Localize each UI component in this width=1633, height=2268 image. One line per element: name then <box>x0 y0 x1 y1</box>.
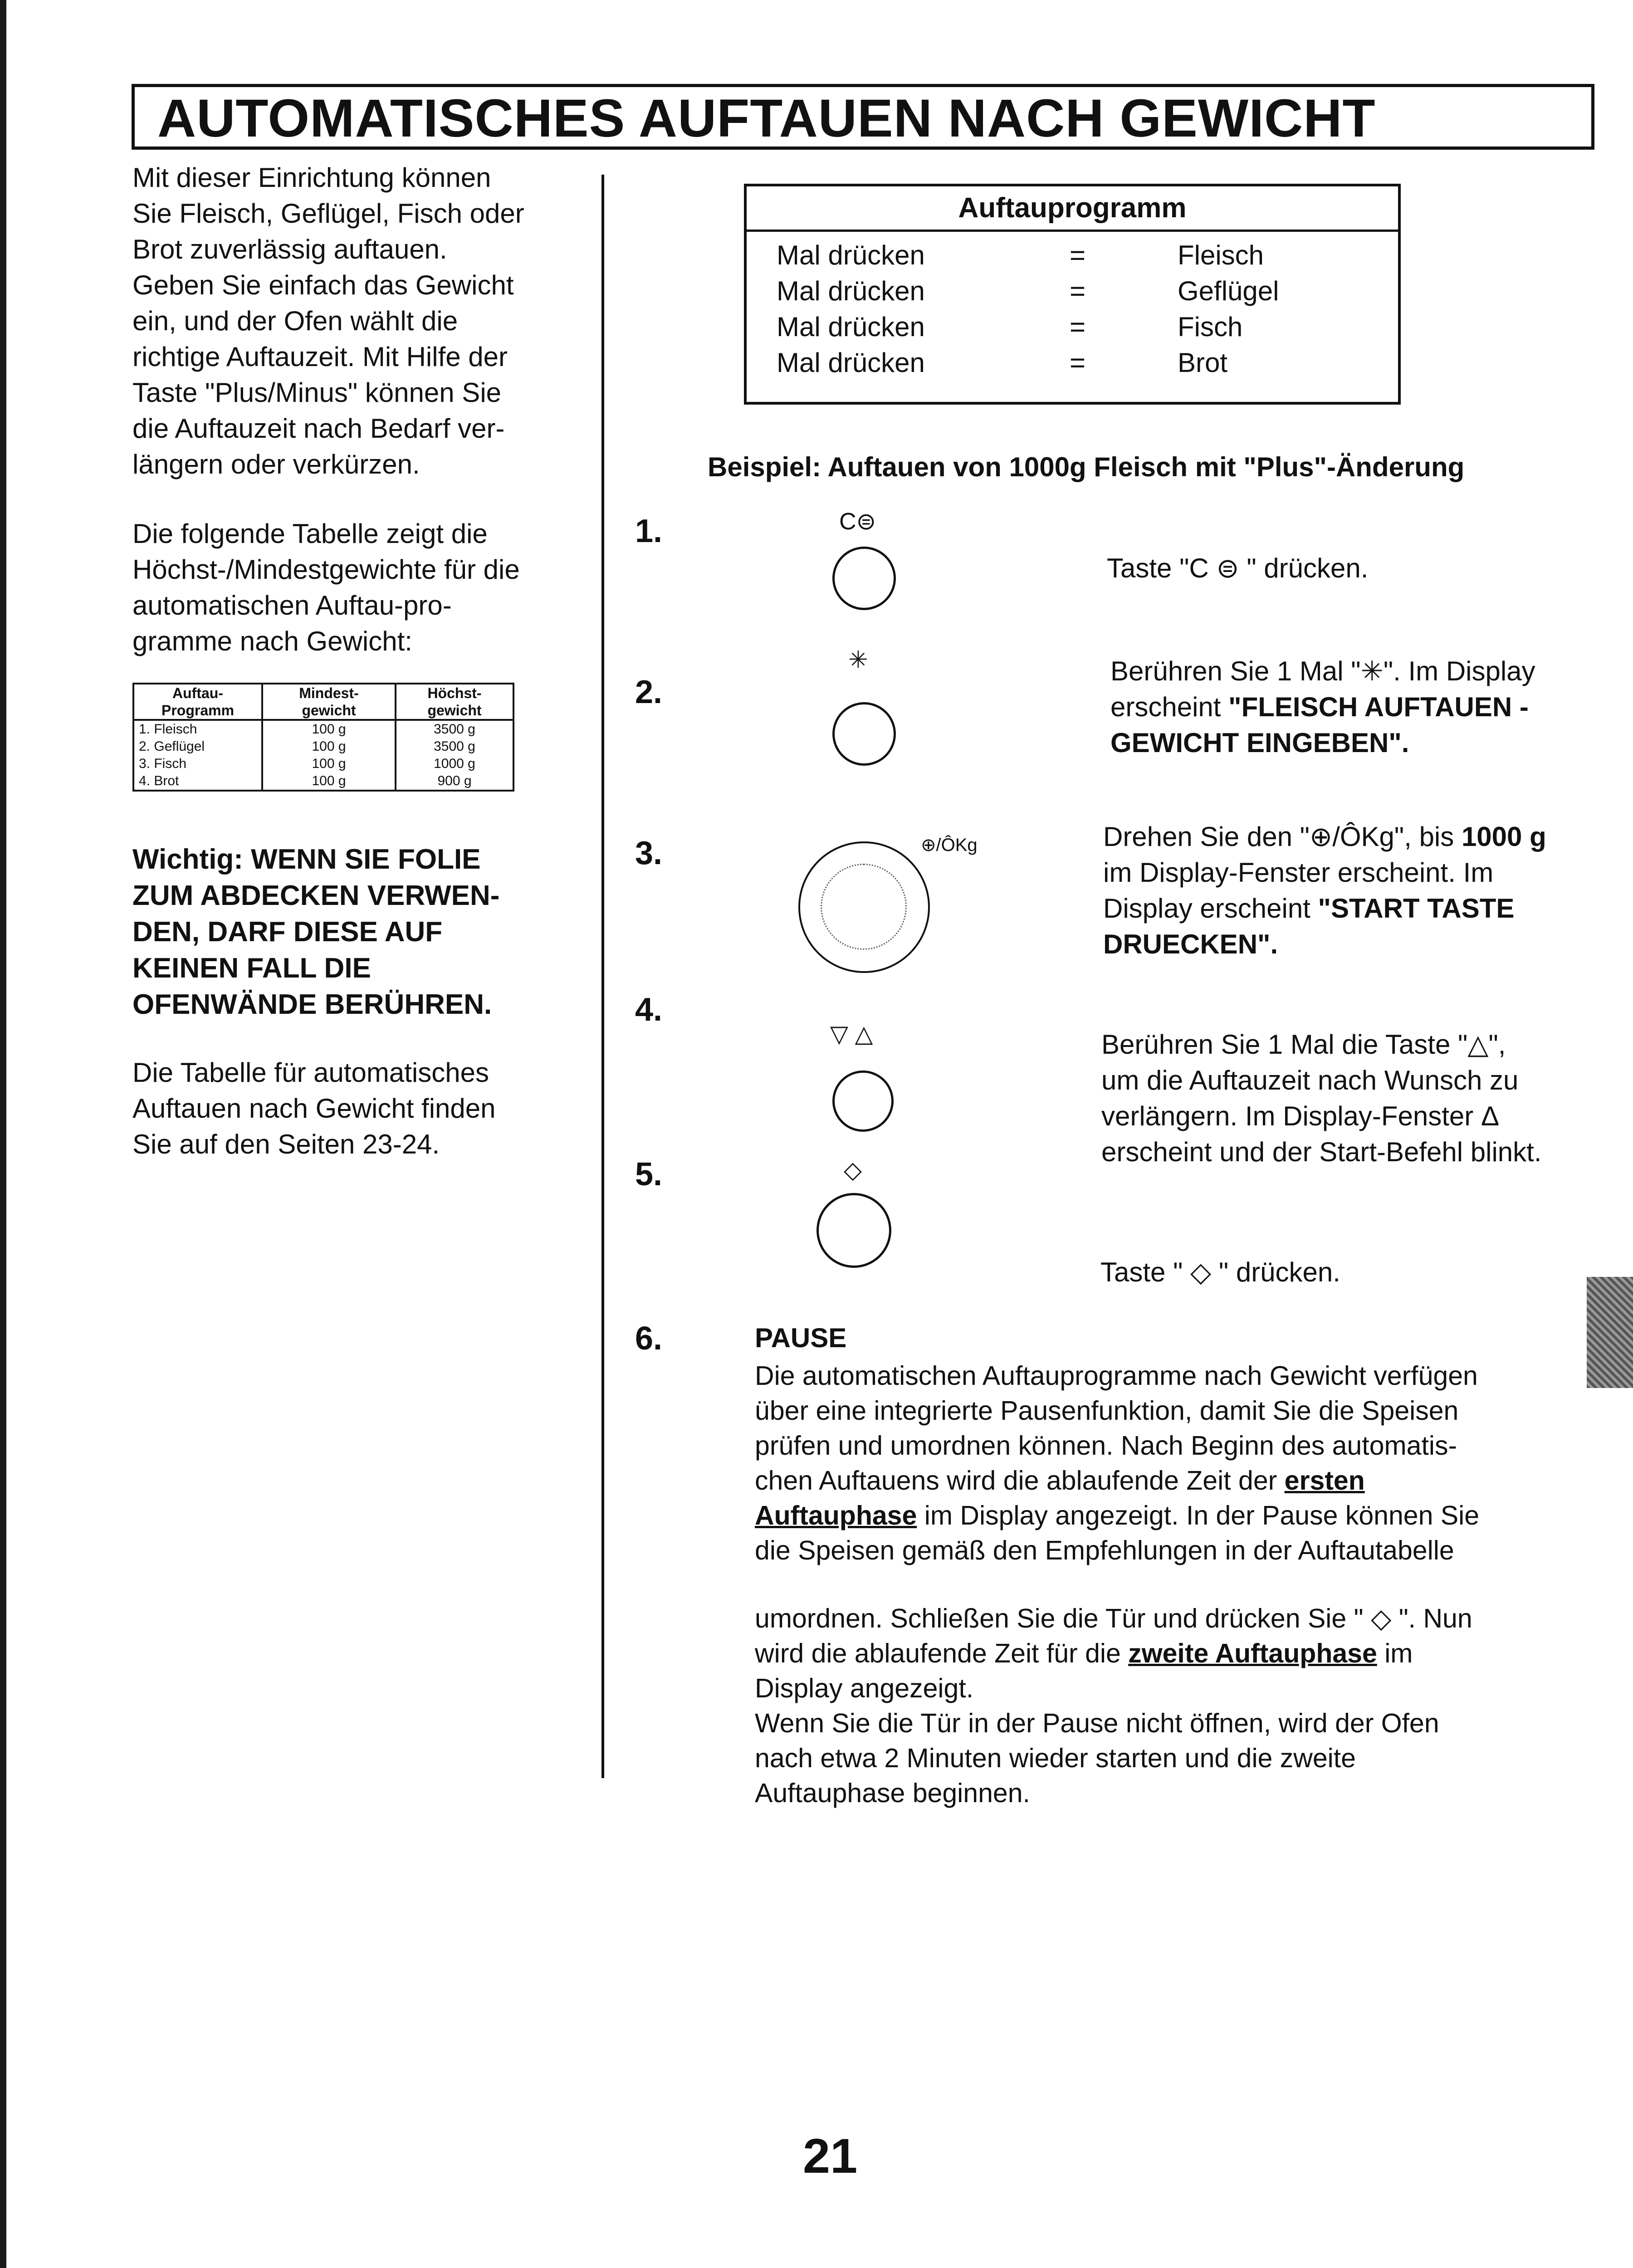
intro-paragraph: Mit dieser Einrichtung können Sie Fleisch, Geflügel, Fisch oder Brot zuverlässig auftauen. Geben Sie einfach das Gewicht ein, und der Ofen wählt die richtige Auftauzeit. Mit Hilfe der Taste "Plus/Minus" können Sie die Auftauzeit nach Bedarf ver- längern oder verkürzen. <box>132 162 524 479</box>
program-row-equals: = <box>1070 276 1086 306</box>
step-2-text: Berühren Sie 1 Mal "✳". Im Display erscheint "FLEISCH AUFTAUEN - GEWICHT EINGEBEN". <box>1110 656 1535 758</box>
step-number: 5. <box>635 1156 663 1193</box>
defrost-program-heading: Auftauprogramm <box>747 186 1398 232</box>
step-1-text: Taste "C ⊜ " drücken. <box>1107 553 1369 583</box>
start-button[interactable] <box>816 1193 891 1268</box>
table-cell: 900 g <box>396 772 513 791</box>
table-cell: 100 g <box>262 738 396 755</box>
pause-paragraph-2: umordnen. Schließen Sie die Tür und drücken Sie " ◇ ". Nun wird die ablaufende Zeit für die zweite Auftauphase im Display angezeigt. Wenn Sie die Tür in der Pause nicht öffnen, wird der Ofen nach etwa 2 Minuten wieder starten und die zweite Auftauphase beginnen. <box>755 1603 1472 1808</box>
table-reference-paragraph: Die Tabelle für automatisches Auftauen nach Gewicht finden Sie auf den Seiten 23-24. <box>132 1057 496 1159</box>
minus-plus-symbols: ▽ △ <box>830 1021 873 1047</box>
pause-paragraph-1: Die automatischen Auftauprogramme nach Gewicht verfügen über eine integrierte Pausenfunktion, damit Sie die Speisen prüfen und umordnen können. Nach Beginn des automatis- chen Auftauens wird die ablaufende Zeit der ersten Auftauphase im Display angezeigt. In der Pause können Sie die Speisen gemäß den Empfehlungen in der Auftautabelle <box>755 1361 1480 1565</box>
step-number: 1. <box>635 513 663 549</box>
step-4-text: Berühren Sie 1 Mal die Taste "△", um die Auftauzeit nach Wunsch zu verlängern. Im Display-Fenster Δ erscheint und der Start-Befehl blinkt. <box>1101 1029 1542 1167</box>
program-row-action: Mal drücken <box>777 312 925 342</box>
table-row <box>133 720 513 738</box>
stop-clear-symbol: C⊜ <box>839 508 876 535</box>
weight-dial-inner <box>821 864 907 950</box>
weight-table-header-max: Höchst- gewicht <box>396 684 513 720</box>
program-row-equals: = <box>1070 312 1086 342</box>
program-row-equals: = <box>1070 240 1086 270</box>
stop-clear-button[interactable] <box>832 547 896 610</box>
table-cell: 3500 g <box>396 720 513 738</box>
start-symbol: ◇ <box>844 1157 862 1183</box>
weight-table-header-min: Mindest- gewicht <box>262 684 396 720</box>
defrost-icon: ✳ <box>848 647 868 673</box>
title-box <box>132 84 1594 150</box>
step-3-text: Drehen Sie den "⊕/ÔKg", bis 1000 g im Display-Fenster erscheint. Im Display erscheint "START TASTE DRUECKEN". <box>1103 821 1546 959</box>
warning-text: Wichtig: WENN SIE FOLIE ZUM ABDECKEN VERWEN- DEN, DARF DIESE AUF KEINEN FALL DIE OFENWÄNDE BERÜHREN. <box>132 844 500 1020</box>
column-divider <box>601 175 604 1778</box>
table-row <box>133 755 513 772</box>
weight-table-header-program: Auftau- Programm <box>133 684 262 720</box>
step-number: 6. <box>635 1320 663 1357</box>
weight-table <box>132 683 514 792</box>
table-cell: 100 g <box>262 755 396 772</box>
step-number: 4. <box>635 992 663 1028</box>
step-number: 3. <box>635 835 663 871</box>
plus-button[interactable] <box>832 1070 894 1132</box>
program-row-value: Geflügel <box>1178 276 1279 306</box>
page-number: 21 <box>803 2128 858 2183</box>
program-row-action: Mal drücken <box>777 276 925 306</box>
defrost-program-box <box>744 184 1401 405</box>
table-cell: 100 g <box>262 772 396 791</box>
page-title: AUTOMATISCHES AUFTAUEN NACH GEWICHT <box>157 88 1376 148</box>
table-cell: 100 g <box>262 720 396 738</box>
program-row-value: Brot <box>1178 347 1228 378</box>
defrost-icon: ✳ <box>1360 656 1384 686</box>
step-5-text: Taste " ◇ " drücken. <box>1100 1257 1340 1287</box>
table-row <box>133 738 513 755</box>
dial-weight-symbol: ⊕/ÔKg <box>921 835 978 855</box>
table-cell: 3500 g <box>396 738 513 755</box>
table-row <box>133 772 513 791</box>
program-row-equals: = <box>1070 347 1086 378</box>
table-cell: 1. Fleisch <box>133 720 262 738</box>
defrost-button[interactable] <box>832 702 896 766</box>
program-row-action: Mal drücken <box>777 240 925 270</box>
example-heading: Beispiel: Auftauen von 1000g Fleisch mit "Plus"-Änderung <box>708 452 1465 482</box>
weight-dial[interactable] <box>798 841 930 973</box>
step-number: 2. <box>635 674 663 710</box>
table-cell: 4. Brot <box>133 772 262 791</box>
scan-left-edge <box>0 0 6 2268</box>
program-row-value: Fleisch <box>1178 240 1264 270</box>
program-row-value: Fisch <box>1178 312 1243 342</box>
pause-heading: PAUSE <box>755 1323 847 1353</box>
table-cell: 2. Geflügel <box>133 738 262 755</box>
program-row-action: Mal drücken <box>777 347 925 378</box>
table-intro-paragraph: Die folgende Tabelle zeigt die Höchst-/Mindestgewichte für die automatischen Auftau-pro- gramme nach Gewicht: <box>132 518 520 656</box>
table-cell: 3. Fisch <box>133 755 262 772</box>
table-cell: 1000 g <box>396 755 513 772</box>
section-tab-marker <box>1587 1277 1633 1388</box>
